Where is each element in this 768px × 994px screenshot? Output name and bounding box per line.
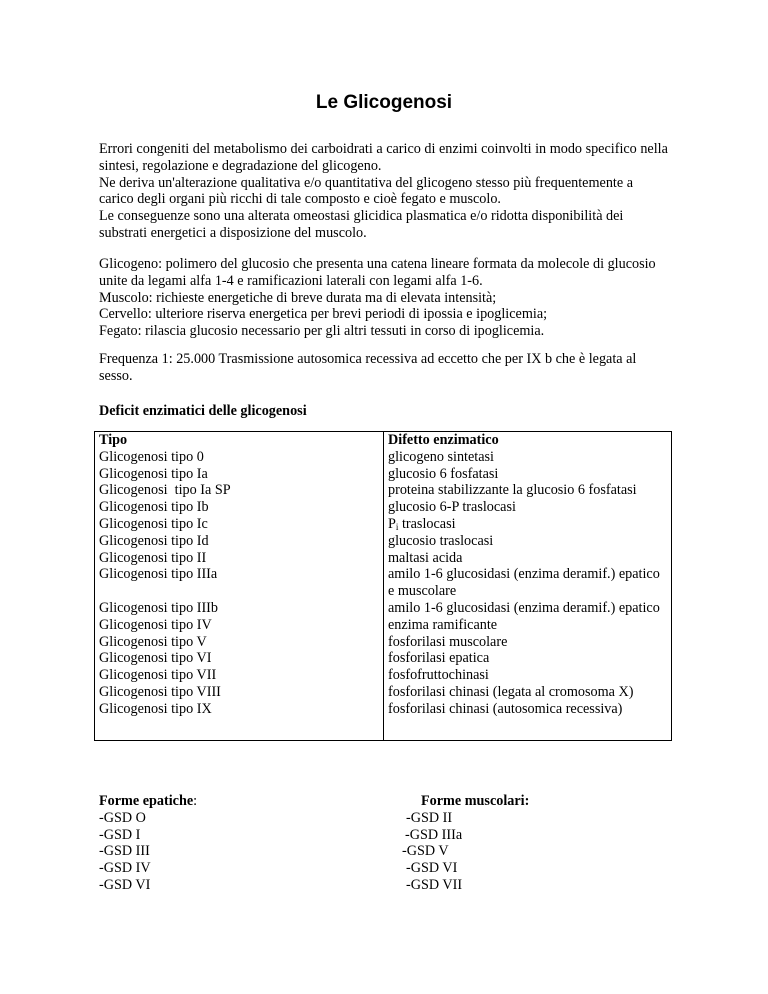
table-header-type: Tipo [99,432,128,448]
intro-paragraph [99,141,689,242]
table-cell: fosforilasi chinasi (legata al cromosoma X) [388,683,634,700]
table-cell: Glicogenosi tipo IV [99,616,212,633]
table-column-type [99,432,231,718]
table-cell: Glicogenosi tipo Ia [99,465,208,482]
table-cell: Glicogenosi tipo V [99,633,207,650]
text-line: substrati energetici a disposizione del muscolo. [99,224,367,241]
frequency-paragraph [99,351,689,385]
muscular-forms-list [400,793,529,894]
list-item: -GSD VI [406,860,458,877]
table-cell: e muscolare [388,583,457,600]
page-title: Le Glicogenosi [315,92,453,113]
text-line: Le conseguenze sono una alterata omeostasi glicidica plasmatica e/o ridotta disponibilità dei [99,208,624,225]
table-cell: Glicogenosi tipo IIIb [99,599,218,616]
table-cell: glicogeno sintetasi [388,448,494,465]
list-item: -GSD IIIa [405,826,463,843]
text-line: Deficit enzimatici delle glicogenosi [99,403,307,419]
table-cell: Glicogenosi tipo II [99,549,207,566]
table-cell: amilo 1-6 glucosidasi (enzima deramif.) epatico [388,599,660,616]
text-line: Errori congeniti del metabolismo dei carboidrati a carico di enzimi coinvolti in modo specifico nella [99,141,668,157]
table-cell: Glicogenosi tipo Ia SP [99,482,231,499]
text-line: Glicogeno: polimero del glucosio che presenta una catena lineare formata da molecole di glucosio [99,256,656,272]
table-cell: fosforilasi chinasi (autosomica recessiva) [388,700,623,717]
hepatic-heading: Forme epatiche: [99,793,198,809]
text-line: unite da legami alfa 1-4 e ramificazioni laterali con legami alfa 1-6. [99,272,483,289]
table-cell: fosforilasi epatica [388,650,490,667]
table-header-defect: Difetto enzimatico [388,432,499,448]
table-column-defect [388,432,660,718]
list-item: -GSD VI [99,876,151,893]
hepatic-forms-list [99,793,197,894]
table-cell: fosfofruttochinasi [388,667,489,684]
table-cell: Glicogenosi tipo VIII [99,683,221,700]
muscular-heading: Forme muscolari: [421,793,530,809]
list-item: -GSD II [406,809,453,826]
table-cell: enzima ramificante [388,616,498,633]
list-item: -GSD I [99,826,141,843]
table-cell: Glicogenosi tipo Id [99,532,209,549]
text-line: sesso. [99,367,133,384]
text-line: carico degli organi più ricchi di tale composto e cioè fegato e muscolo. [99,191,501,208]
enzyme-deficit-table [94,431,672,741]
list-item: -GSD III [99,843,150,860]
list-item: -GSD V [402,843,449,860]
table-cell [99,583,231,600]
list-item: -GSD IV [99,860,151,877]
table-cell-text: traslocasi [401,515,456,532]
definitions-paragraph [99,256,689,340]
list-item: -GSD VII [406,876,463,893]
table-cell: Glicogenosi tipo IX [99,700,212,717]
text-line: Fegato: rilascia glucosio necessario per gli altri tessuti in corso di ipoglicemia. [99,323,545,340]
table-cell: maltasi acida [388,549,463,566]
table-cell: Glicogenosi tipo VII [99,667,217,684]
table-cell: Glicogenosi tipo 0 [99,448,204,465]
table-cell: fosforilasi muscolare [388,633,508,650]
table-cell: glucosio 6-P traslocasi [388,499,516,516]
table-cell-pi [388,516,660,533]
text-line: Ne deriva un'alterazione qualitativa e/o quantitativa del glicogeno stesso più frequentemente a [99,174,633,191]
pi-subscript: i [395,521,399,532]
table-cell: glucosio 6 fosfatasi [388,465,499,482]
list-item: -GSD O [99,809,146,826]
table-cell: proteina stabilizzante la glucosio 6 fosfatasi [388,482,637,499]
text-line: Muscolo: richieste energetiche di breve durata ma di elevata intensità; [99,289,497,306]
text-line: Cervello: ulteriore riserva energetica per brevi periodi di ipossia e ipoglicemia; [99,306,548,323]
table-cell: Glicogenosi tipo Ib [99,499,209,516]
table-cell: amilo 1-6 glucosidasi (enzima deramif.) epatico [388,566,660,583]
text-line: sintesi, regolazione e degradazione del glicogeno. [99,157,382,174]
table-cell: Glicogenosi tipo Ic [99,515,208,532]
table-cell: Glicogenosi tipo IIIa [99,566,218,583]
text-line: Frequenza 1: 25.000 Trasmissione autosomica recessiva ad eccetto che per IX b che è legata al [99,351,637,367]
table-cell: glucosio traslocasi [388,532,494,549]
pi-symbol: P [388,515,396,532]
table-cell: Glicogenosi tipo VI [99,650,212,667]
section-heading [99,403,689,420]
table-divider [383,432,384,740]
